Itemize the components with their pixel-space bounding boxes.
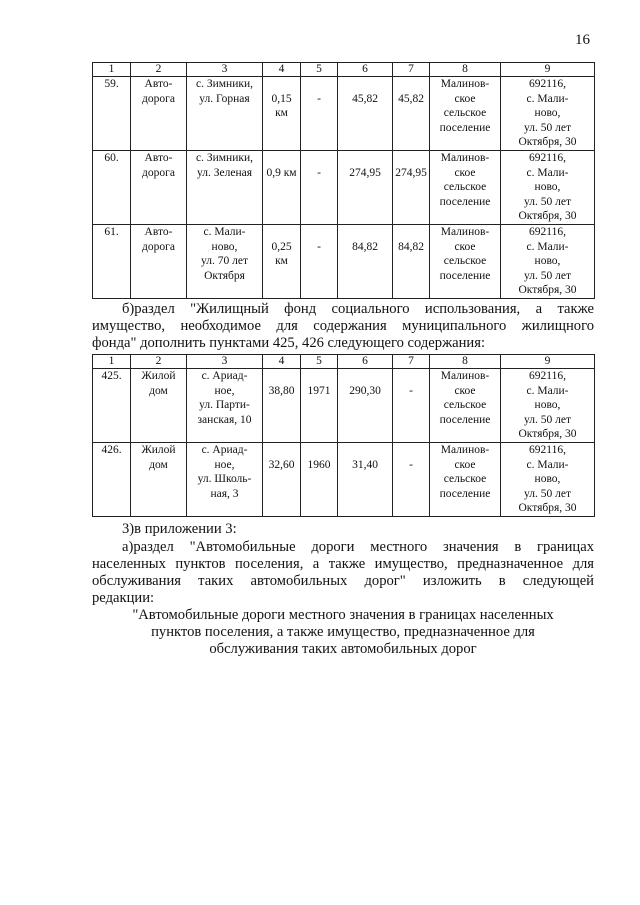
column-number: 5: [301, 63, 338, 77]
row-number: 61.: [93, 224, 131, 298]
object-address: с. Мали- ново, ул. 70 лет Октября: [187, 224, 263, 298]
table-row: [93, 369, 595, 443]
residual-value: -: [393, 442, 430, 516]
paragraph-b: [92, 301, 594, 352]
settlement: Малинов- ское сельское поселение: [430, 77, 501, 151]
row-number: 59.: [93, 77, 131, 151]
residual-value: 45,82: [393, 77, 430, 151]
book-value: 45,82: [338, 77, 393, 151]
residual-value: 84,82: [393, 224, 430, 298]
table-header-row: [93, 63, 595, 77]
column-number: 2: [131, 63, 187, 77]
holder-address: 692116, с. Мали- ново, ул. 50 лет Октября, 30: [501, 442, 595, 516]
column-number: 1: [93, 355, 131, 369]
holder-address: 692116, с. Мали- ново, ул. 50 лет Октября, 30: [501, 369, 595, 443]
book-value: 290,30: [338, 369, 393, 443]
column-number: 4: [263, 63, 301, 77]
object-area: 32,60: [263, 442, 301, 516]
residual-value: -: [393, 369, 430, 443]
column-number: 9: [501, 355, 595, 369]
column-number: 8: [430, 355, 501, 369]
text-line: редакции:: [92, 590, 155, 606]
holder-address: 692116, с. Мали- ново, ул. 50 лет Октября, 30: [501, 224, 595, 298]
column-number: 2: [131, 355, 187, 369]
paragraph-3: [92, 521, 594, 538]
column-number: 3: [187, 355, 263, 369]
object-area: 38,80: [263, 369, 301, 443]
holder-address: 692116, с. Мали- ново, ул. 50 лет Октября, 30: [501, 77, 595, 151]
object-name: Авто- дорога: [131, 77, 187, 151]
object-name: Жилой дом: [131, 369, 187, 443]
object-year: 1960: [301, 442, 338, 516]
column-number: 5: [301, 355, 338, 369]
object-year: 1971: [301, 369, 338, 443]
book-value: 31,40: [338, 442, 393, 516]
object-address: с. Зимники, ул. Зеленая: [187, 150, 263, 224]
table-header-row: [93, 355, 595, 369]
object-name: Жилой дом: [131, 442, 187, 516]
quoted-heading: [92, 607, 594, 658]
column-number: 6: [338, 63, 393, 77]
column-number: 7: [393, 63, 430, 77]
paragraph-a: [92, 539, 594, 607]
text-line: населенных пунктов поселения, а также имущество, предназначенное для: [92, 556, 594, 572]
object-length: 0,15 км: [263, 77, 301, 151]
row-number: 425.: [93, 369, 131, 443]
object-year: -: [301, 150, 338, 224]
object-address: с. Зимники, ул. Горная: [187, 77, 263, 151]
column-number: 1: [93, 63, 131, 77]
text-line: а)раздел "Автомобильные дороги местного значения в границах: [122, 539, 594, 555]
object-name: Авто- дорога: [131, 224, 187, 298]
holder-address: 692116, с. Мали- ново, ул. 50 лет Октября, 30: [501, 150, 595, 224]
row-number: 426.: [93, 442, 131, 516]
roads-table: [92, 62, 595, 299]
text-line: "Автомобильные дороги местного значения в границах населенных: [132, 607, 554, 623]
column-number: 9: [501, 63, 595, 77]
object-length: 0,25 км: [263, 224, 301, 298]
table-row: [93, 77, 595, 151]
object-year: -: [301, 224, 338, 298]
table-row: [93, 150, 595, 224]
text-line: 3)в приложении 3:: [122, 521, 237, 537]
text-line: имущество, необходимое для содержания муниципального жилищного: [92, 318, 594, 334]
column-number: 8: [430, 63, 501, 77]
text-line: обслуживания таких автомобильных дорог" изложить в следующей: [92, 573, 594, 589]
column-number: 7: [393, 355, 430, 369]
settlement: Малинов- ское сельское поселение: [430, 224, 501, 298]
book-value: 274,95: [338, 150, 393, 224]
book-value: 84,82: [338, 224, 393, 298]
object-address: с. Ариад- ное, ул. Парти- занская, 10: [187, 369, 263, 443]
residual-value: 274,95: [393, 150, 430, 224]
page-number: 16: [575, 32, 590, 48]
table-row: [93, 224, 595, 298]
column-number: 3: [187, 63, 263, 77]
object-address: с. Ариад- ное, ул. Школь- ная, 3: [187, 442, 263, 516]
row-number: 60.: [93, 150, 131, 224]
object-name: Авто- дорога: [131, 150, 187, 224]
text-line: обслуживания таких автомобильных дорог: [209, 641, 477, 657]
object-year: -: [301, 77, 338, 151]
settlement: Малинов- ское сельское поселение: [430, 369, 501, 443]
text-line: пунктов поселения, а также имущество, предназначенное для: [151, 624, 535, 640]
settlement: Малинов- ское сельское поселение: [430, 442, 501, 516]
column-number: 6: [338, 355, 393, 369]
text-line: б)раздел "Жилищный фонд социального использования, а также: [122, 301, 594, 317]
text-line: фонда" дополнить пунктами 425, 426 следующего содержания:: [92, 335, 486, 351]
settlement: Малинов- ское сельское поселение: [430, 150, 501, 224]
object-length: 0,9 км: [263, 150, 301, 224]
housing-table: [92, 354, 595, 517]
column-number: 4: [263, 355, 301, 369]
table-row: [93, 442, 595, 516]
